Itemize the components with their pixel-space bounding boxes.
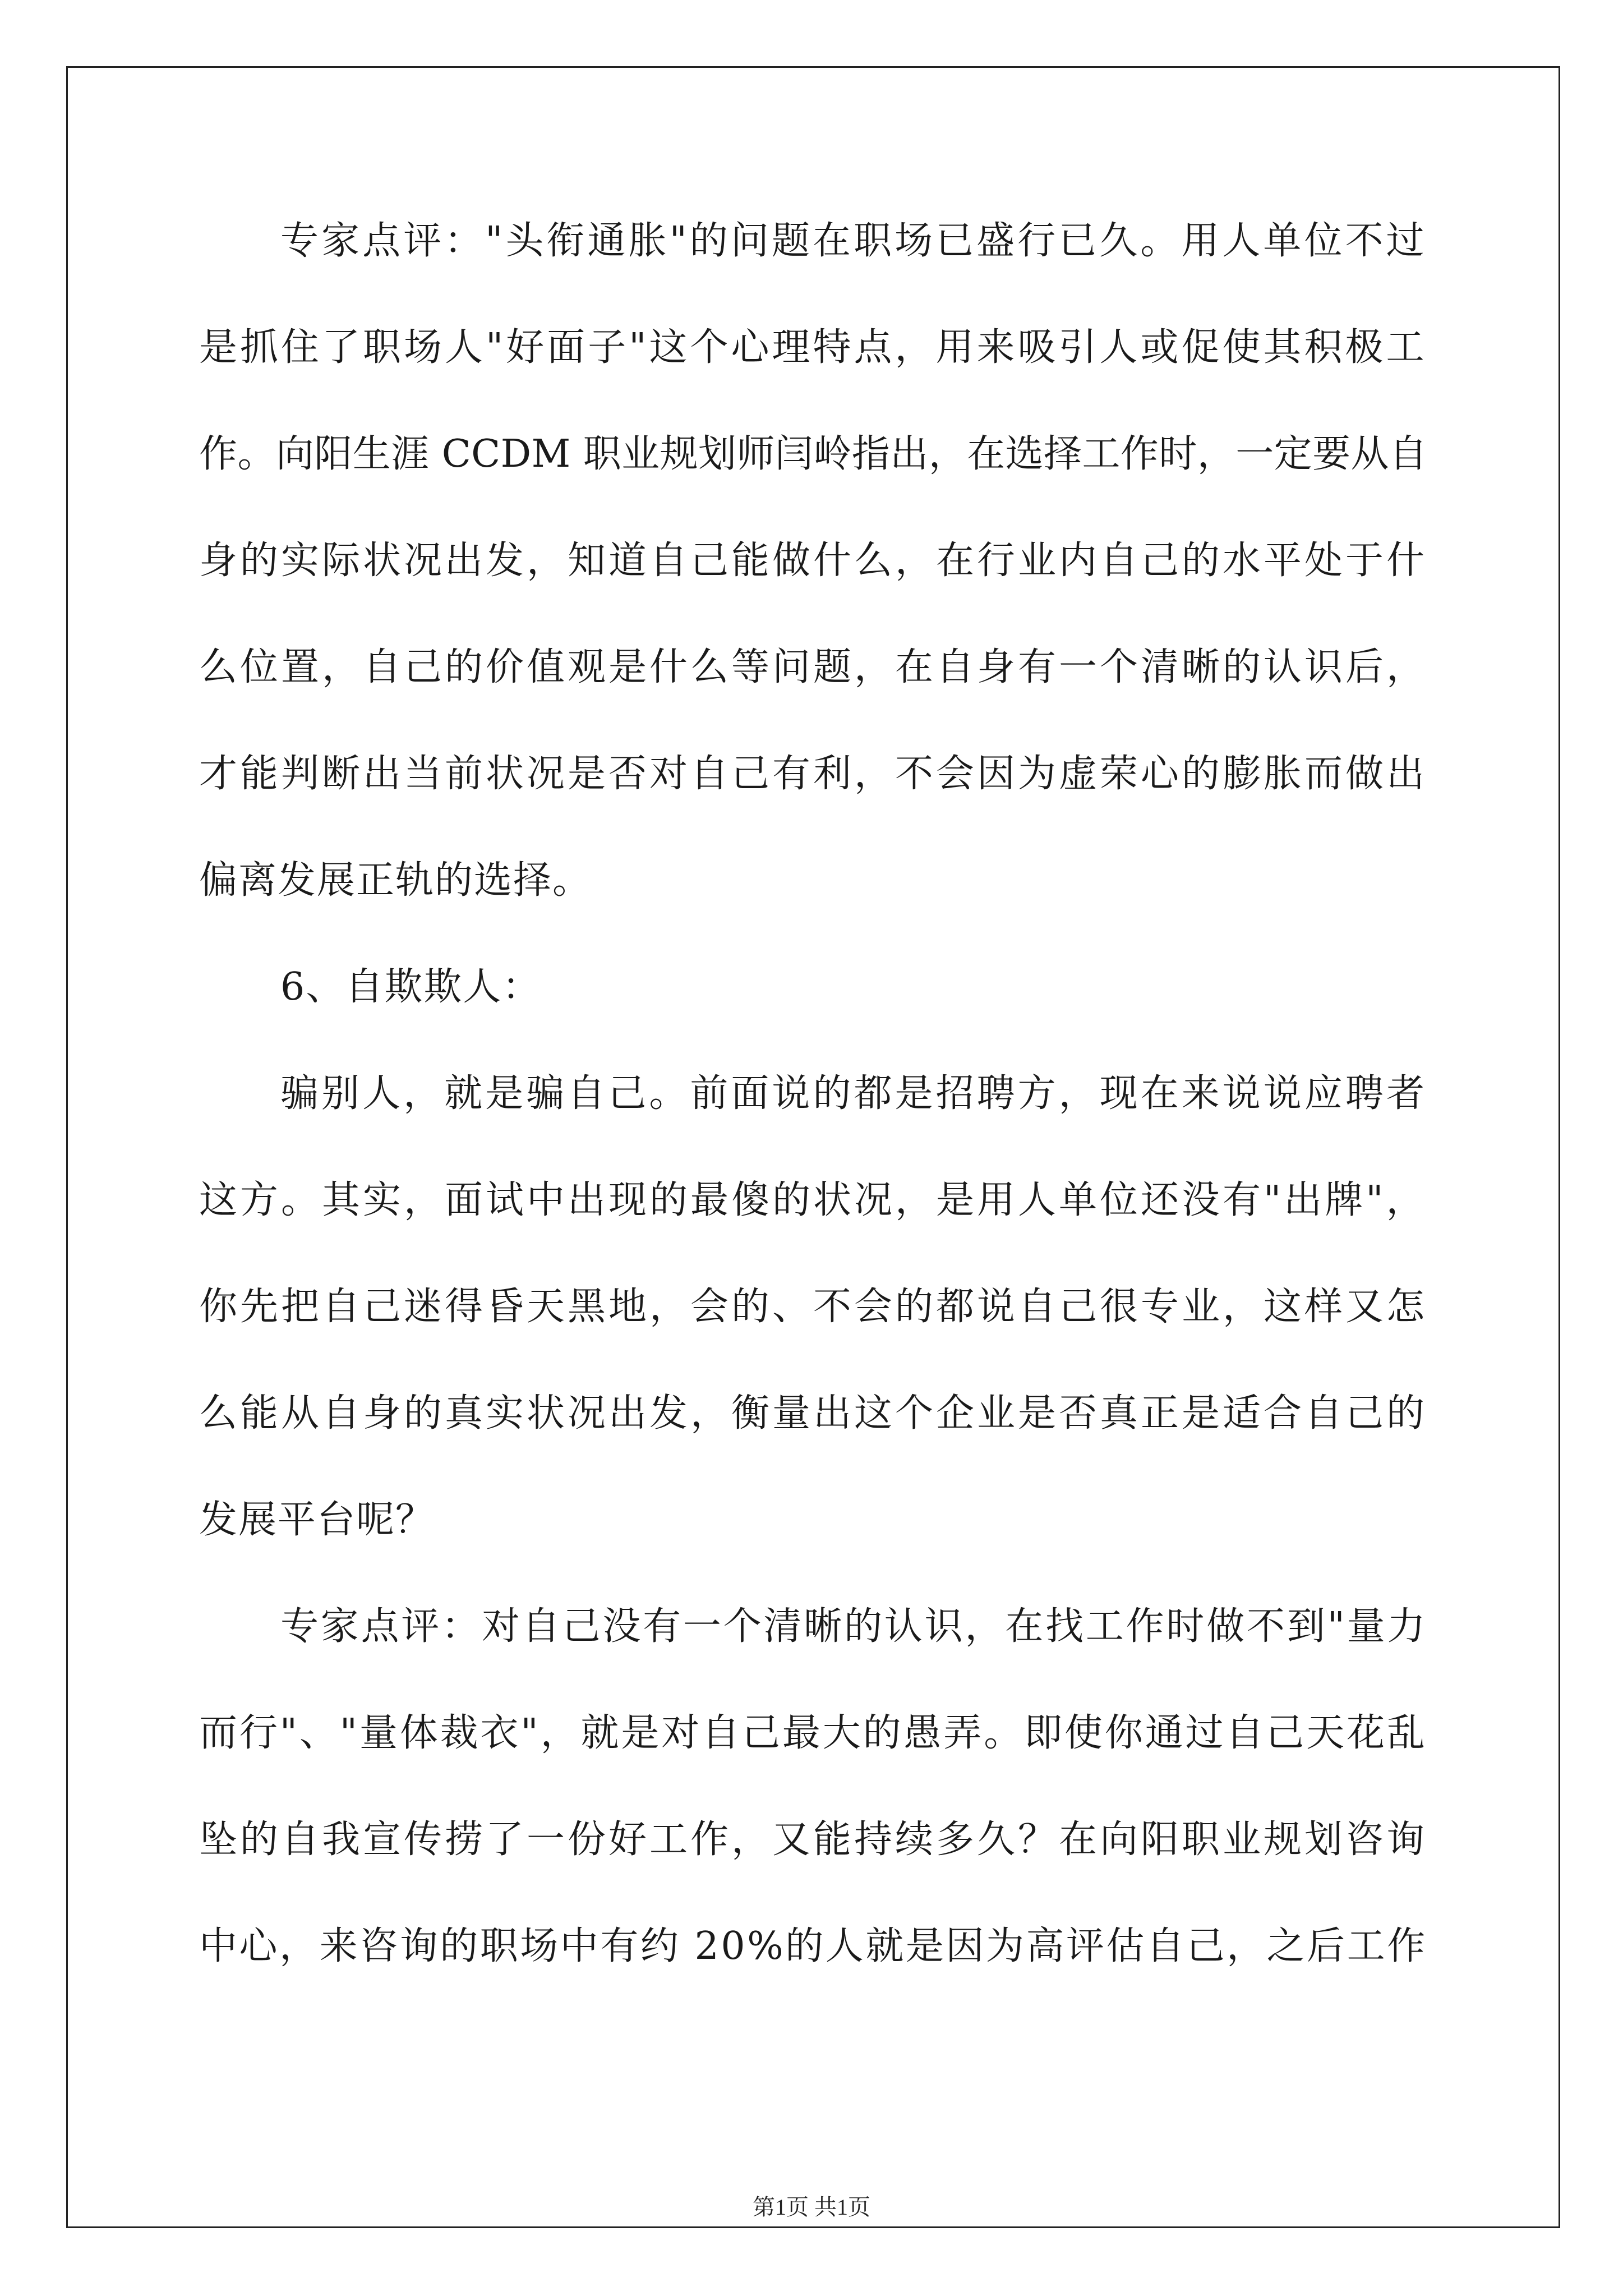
page-footer: 第1页 共1页 <box>753 2194 870 2220</box>
paragraph-1-line-7: 偏离发展正轨的选择。 <box>199 858 592 903</box>
section-heading-6: 6、自欺欺人： <box>280 965 542 1009</box>
paragraph-1-line-6: 才能判断出当前状况是否对自己有利，不会因为虚荣心的膨胀而做出 <box>199 752 1428 796</box>
paragraph-3-line-5: 发展平台呢？ <box>199 1498 435 1542</box>
paragraph-4-line-1: 专家点评：对自己没有一个清晰的认识，在找工作时做不到"量力 <box>280 1604 1428 1649</box>
page-border <box>66 66 1560 2228</box>
paragraph-3-line-4: 么能从自身的真实状况出发，衡量出这个企业是否真正是适合自己的 <box>199 1391 1428 1435</box>
paragraph-4-line-3: 坠的自我宣传捞了一份好工作，又能持续多久？在向阳职业规划咨询 <box>199 1818 1428 1862</box>
paragraph-1-line-2: 是抓住了职场人"好面子"这个心理特点，用来吸引人或促使其积极工 <box>199 325 1427 370</box>
paragraph-4-line-2: 而行"、"量体裁衣"，就是对自己最大的愚弄。即使你通过自己天花乱 <box>199 1711 1427 1755</box>
paragraph-1-line-3: 作。向阳生涯 CCDM 职业规划师闫岭指出，在选择工作时，一定要从自 <box>199 432 1428 476</box>
paragraph-3-line-3: 你先把自己迷得昏天黑地，会的、不会的都说自己很专业，这样又怎 <box>199 1285 1428 1329</box>
paragraph-1-line-4: 身的实际状况出发，知道自己能做什么，在行业内自己的水平处于什 <box>199 539 1428 583</box>
paragraph-1-line-5: 么位置，自己的价值观是什么等问题，在自身有一个清晰的认识后， <box>199 645 1428 689</box>
paragraph-1-line-1: 专家点评："头衔通胀"的问题在职场已盛行已久。用人单位不过 <box>280 219 1427 263</box>
paragraph-4-line-4: 中心，来咨询的职场中有约 20%的人就是因为高评估自己，之后工作 <box>199 1924 1427 1968</box>
paragraph-3-line-2: 这方。其实，面试中出现的最傻的状况，是用人单位还没有"出牌"， <box>199 1178 1427 1222</box>
paragraph-3-line-1: 骗别人，就是骗自己。前面说的都是招聘方，现在来说说应聘者 <box>280 1071 1428 1116</box>
